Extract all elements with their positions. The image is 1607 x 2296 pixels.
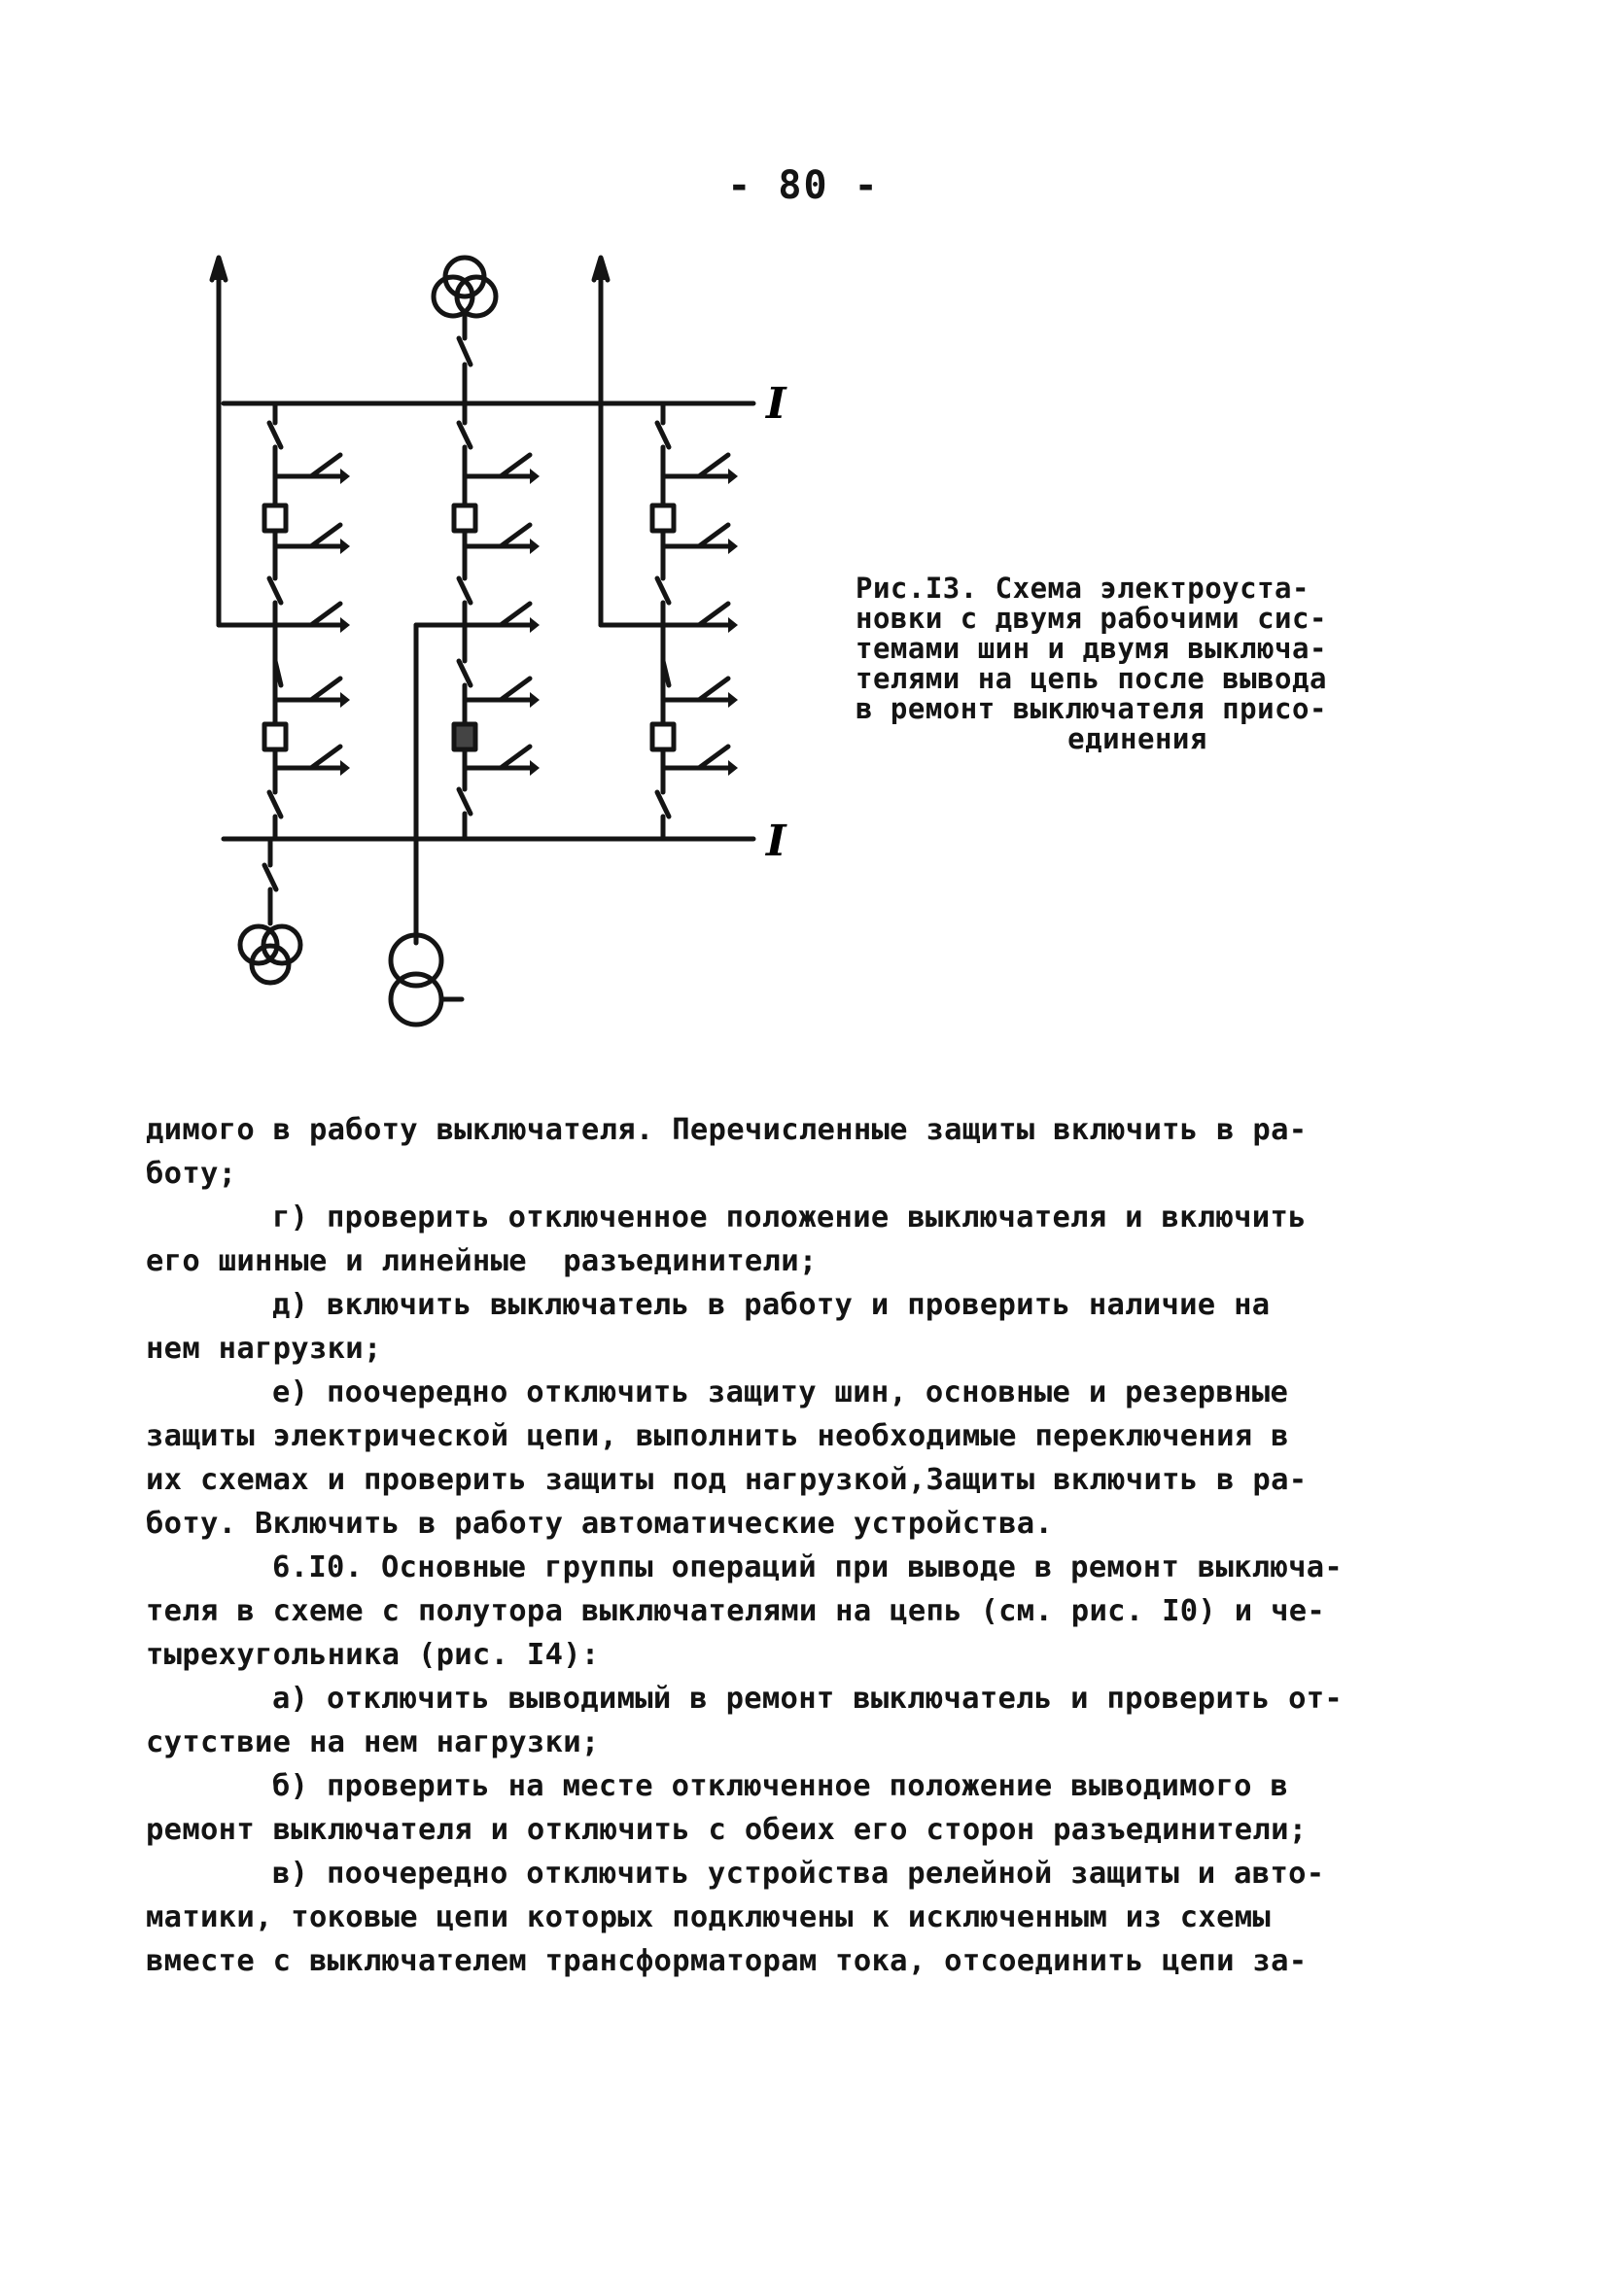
electrical-scheme-figure bbox=[194, 243, 826, 1050]
bus-label-bottom: I bbox=[766, 817, 786, 866]
body-text-line: д) включить выключатель в работу и проверить наличие на bbox=[272, 1288, 1271, 1322]
body-text-line: боту. Включить в работу автоматические устройства. bbox=[146, 1507, 1054, 1541]
body-text-line: б) проверить на месте отключенное положение выводимого в bbox=[272, 1769, 1289, 1803]
body-text-line: а) отключить выводимый в ремонт выключатель и проверить от- bbox=[272, 1682, 1344, 1716]
breaker-icon bbox=[454, 505, 475, 531]
breaker-icon bbox=[264, 505, 286, 531]
top-transformer-icon bbox=[434, 258, 496, 403]
body-text-line: сутствие на нем нагрузки; bbox=[146, 1725, 600, 1759]
body-text-line: ремонт выключателя и отключить с обеих его сторон разъединители; bbox=[146, 1813, 1308, 1847]
breaker-icon bbox=[652, 724, 674, 749]
caption-line: телями на цепь после вывода bbox=[856, 662, 1327, 695]
right-breaker-column bbox=[652, 403, 728, 839]
body-text-line: е) поочередно отключить защиту шин, основные и резервные bbox=[272, 1375, 1289, 1409]
breaker-icon-bypassed bbox=[454, 724, 475, 749]
figure-caption bbox=[856, 574, 1419, 754]
body-text-line: матики, токовые цепи которых подключены к исключенным из схемы bbox=[146, 1900, 1272, 1934]
body-text-line: вместе с выключателем трансформаторам тока, отсоединить цепи за- bbox=[146, 1944, 1308, 1978]
bus-label-top: I bbox=[766, 379, 786, 429]
body-text-line: его шинные и линейные разъединители; bbox=[146, 1244, 818, 1278]
caption-line: единения bbox=[1067, 722, 1207, 755]
left-breaker-column bbox=[264, 403, 340, 839]
breaker-icon bbox=[264, 724, 286, 749]
document-body-text bbox=[146, 1108, 1439, 1983]
caption-line: новки с двумя рабочими сис- bbox=[856, 602, 1327, 635]
body-text-line: в) поочередно отключить устройства релейной защиты и авто- bbox=[272, 1857, 1325, 1891]
bottom-middle-transformer-icon bbox=[391, 935, 462, 1025]
middle-breaker-column bbox=[416, 403, 530, 943]
body-text-line: защиты электрической цепи, выполнить необходимые переключения в bbox=[146, 1419, 1289, 1453]
body-text-line: г) проверить отключенное положение выключателя и включить bbox=[272, 1200, 1307, 1235]
body-text-line: боту; bbox=[146, 1157, 237, 1191]
right-outgoing-line bbox=[594, 258, 663, 625]
caption-line: темами шин и двумя выключа- bbox=[856, 632, 1327, 665]
caption-line: в ремонт выключателя присо- bbox=[856, 692, 1327, 725]
body-text-line: тырехугольника (рис. I4): bbox=[146, 1638, 600, 1672]
page-number: - 80 - bbox=[727, 163, 880, 208]
body-text-line: нем нагрузки; bbox=[146, 1332, 382, 1366]
body-text-line: теля в схеме с полутора выключателями на цепь (см. рис. I0) и че- bbox=[146, 1594, 1326, 1628]
body-text-line: димого в работу выключателя. Перечисленные защиты включить в ра- bbox=[146, 1113, 1308, 1147]
grounding-markers bbox=[340, 469, 738, 776]
body-text-line: 6.I0. Основные группы операций при выводе в ремонт выключа- bbox=[272, 1550, 1344, 1584]
body-text-line: их схемах и проверить защиты под нагрузкой,Защиты включить в ра- bbox=[146, 1463, 1308, 1497]
left-outgoing-line bbox=[212, 258, 275, 625]
bottom-left-transformer-icon bbox=[240, 839, 300, 983]
caption-line: Рис.I3. Схема электроуста- bbox=[856, 572, 1310, 605]
breaker-icon bbox=[652, 505, 674, 531]
